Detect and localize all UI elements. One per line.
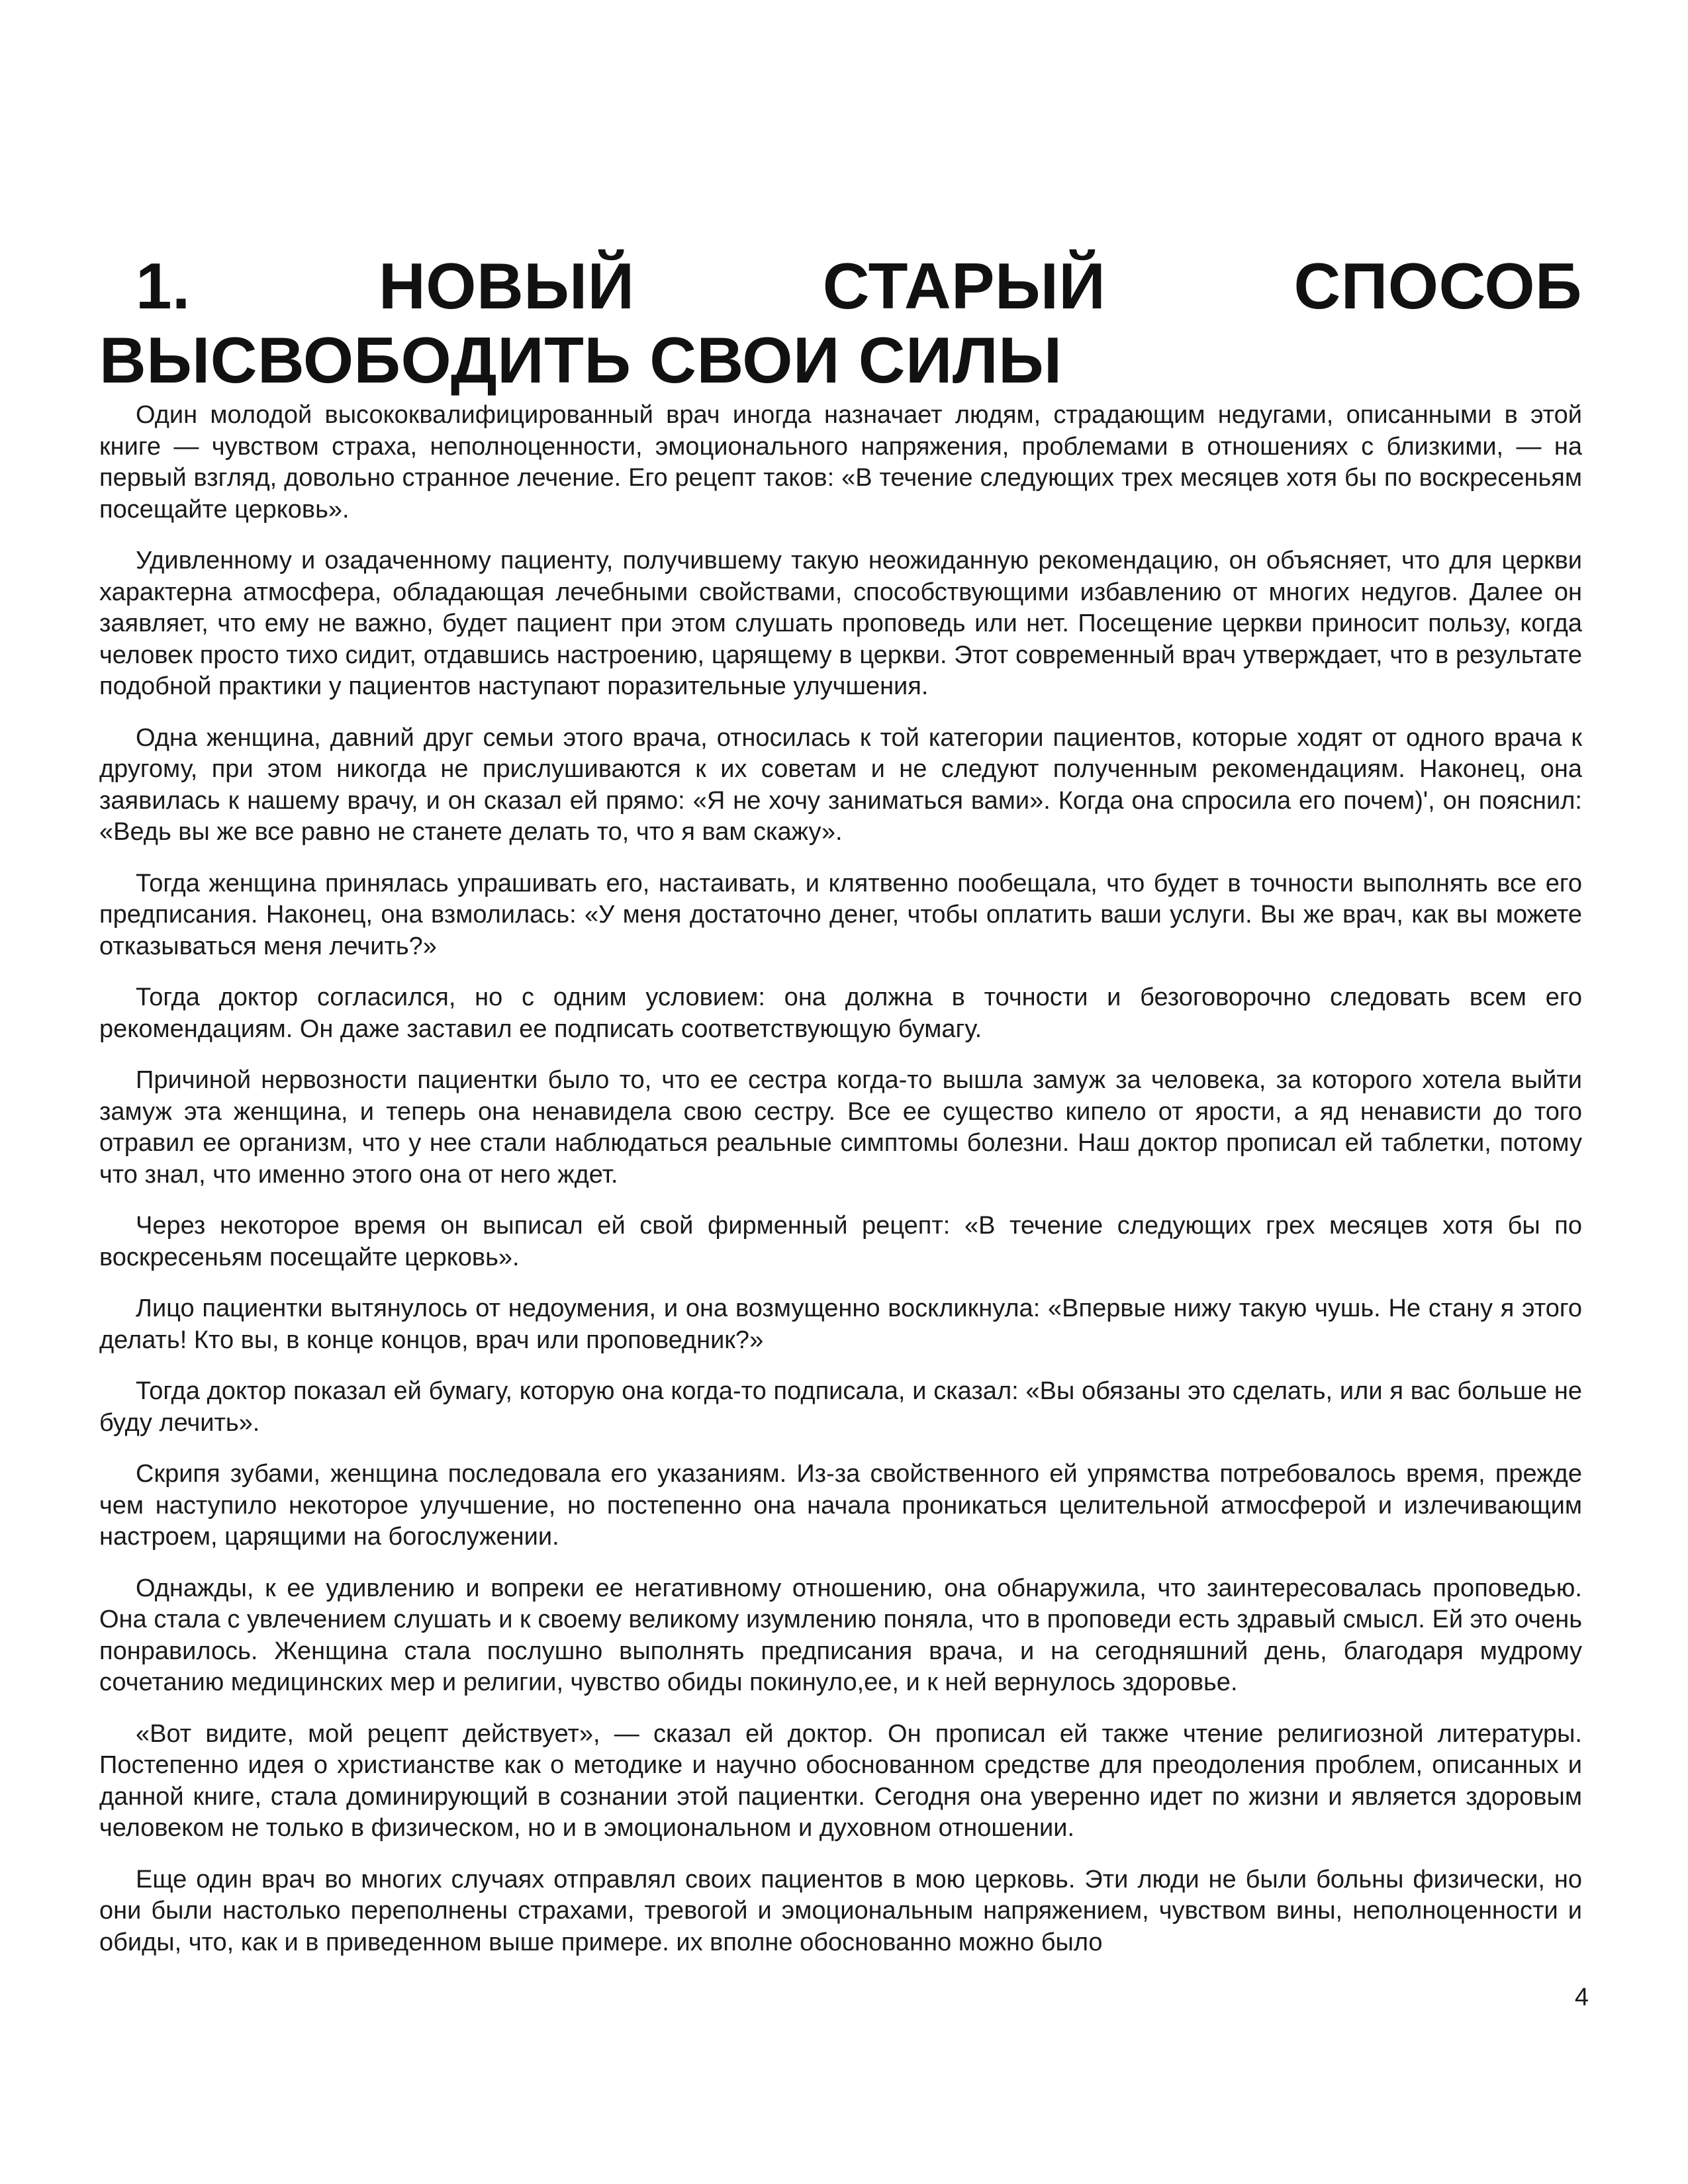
paragraph: Тогда доктор показал ей бумагу, которую она когда-то подписала, и сказал: «Вы обязаны это сделать, или я вас больше не буду лечить». bbox=[99, 1377, 1582, 1437]
paragraph: «Вот видите, мой рецепт действует», — сказал ей доктор. Он прописал ей также чтение религиозной литературы. Постепенно идея о христианстве как о методике и научно обоснованном средстве для преодоления проблем, описанных и данной книге, стала доминирующий в сознании этой пациентки. Сегодня она уверенно идет по жизни и является здоровым человеком не только в физическом, но и в эмоциональном и духовном отношении. bbox=[99, 1719, 1582, 1842]
body-text bbox=[99, 400, 1582, 1998]
paragraph: Однажды, к ее удивлению и вопреки ее негативному отношению, она обнаружила, что заинтересовалась проповедью. Она стала с увлечением слушать и к своему великому изумлению поняла, что в проповеди есть здравый смысл. Ей это очень понравилось. Женщина стала послушно выполнять предписания врача, и на сегодняшний день, благодаря мудрому сочетанию медицинских мер и религии, чувство обиды покинуло,ее, и к ней вернулось здоровье. bbox=[99, 1574, 1582, 1696]
paragraph: Одна женщина, давний друг семьи этого врача, относилась к той категории пациентов, которые ходят от одного врача к другому, при этом никогда не прислушиваются к их советам и не следуют полученным рекомендациям. Наконец, она заявилась к нашему врачу, и он сказал ей прямо: «Я не хочу заниматься вами». Когда она спросила его почем)', он пояснил: «Ведь вы же все равно не станете делать то, что я вам скажу». bbox=[99, 723, 1582, 846]
paragraph: Еще один врач во многих случаях отправлял своих пациентов в мою церковь. Эти люди не были больны физически, но они были настолько переполнены страхами, тревогой и эмоциональным напряжением, чувством вины, неполноценности и обиды, что, как и в приведенном выше примере. их вполне обоснованно можно было bbox=[99, 1865, 1582, 1956]
paragraph: Один молодой высококвалифицированный врач иногда назначает людям, страдающим недугами, описанными в этой книге — чувством страха, неполноценности, эмоционального напряжения, проблемами в отношениях с близкими, — на первый взгляд, довольно странное лечение. Его рецепт таков: «В течение следующих трех месяцев хотя бы по воскресеньям посещайте церковь». bbox=[99, 401, 1582, 523]
paragraph: Лицо пациентки вытянулось от недоумения, и она возмущенно воскликнула: «Впервые нижу такую чушь. Не стану я этого делать! Кто вы, в конце концов, врач или проповедник?» bbox=[99, 1295, 1582, 1354]
chapter-title: 1. НОВЫЙ СТАРЫЙ СПОСОБ ВЫСВОБОДИТЬ СВОИ СИЛЫ bbox=[99, 250, 1582, 396]
paragraph: Скрипя зубами, женщина последовала его указаниям. Из-за свойственного ей упрямства потребовалось время, прежде чем наступило некоторое улучшение, но постепенно она начала проникаться целительной атмосферой и излечивающим настроем, царящими на богослужении. bbox=[99, 1460, 1582, 1551]
paragraph: Через некоторое время он выписал ей свой фирменный рецепт: «В течение следующих грех месяцев хотя бы по воскресеньям посещайте церковь». bbox=[99, 1212, 1582, 1271]
paragraph: Удивленному и озадаченному пациенту, получившему такую неожиданную рекомендацию, он объясняет, что для церкви характерна атмосфера, обладающая лечебными свойствами, способствующими избавлению от многих недугов. Далее он заявляет, что ему не важно, будет пациент при этом слушать проповедь или нет. Посещение церкви приносит пользу, когда человек просто тихо сидит, отдавшись настроению, царящему в церкви. Этот современный врач утверждает, что в результате подобной практики у пациентов наступают поразительные улучшения. bbox=[99, 547, 1582, 700]
paragraph: Причиной нервозности пациентки было то, что ее сестра когда-то вышла замуж за человека, за которого хотела выйти замуж эта женщина, и теперь она ненавидела свою сестру. Все ее существо кипело от ярости, а яд ненависти до того отравил ее организм, что у нее стали наблюдаться реальные симптомы болезни. Наш доктор прописал ей таблетки, потому что знал, что именно этого она от него ждет. bbox=[99, 1066, 1582, 1189]
paragraph: Тогда доктор согласился, но с одним условием: она должна в точности и безоговорочно следовать всем его рекомендациям. Он даже заставил ее подписать соответствующую бумагу. bbox=[99, 983, 1582, 1043]
paragraph: Тогда женщина принялась упрашивать его, настаивать, и клятвенно пообещала, что будет в точности выполнять все его предписания. Наконец, она взмолилась: «У меня достаточно денег, чтобы оплатить ваши услуги. Вы же врач, как вы можете отказываться меня лечить?» bbox=[99, 869, 1582, 960]
page-number: 4 bbox=[1574, 1983, 1589, 2011]
document-page bbox=[99, 0, 1582, 2184]
